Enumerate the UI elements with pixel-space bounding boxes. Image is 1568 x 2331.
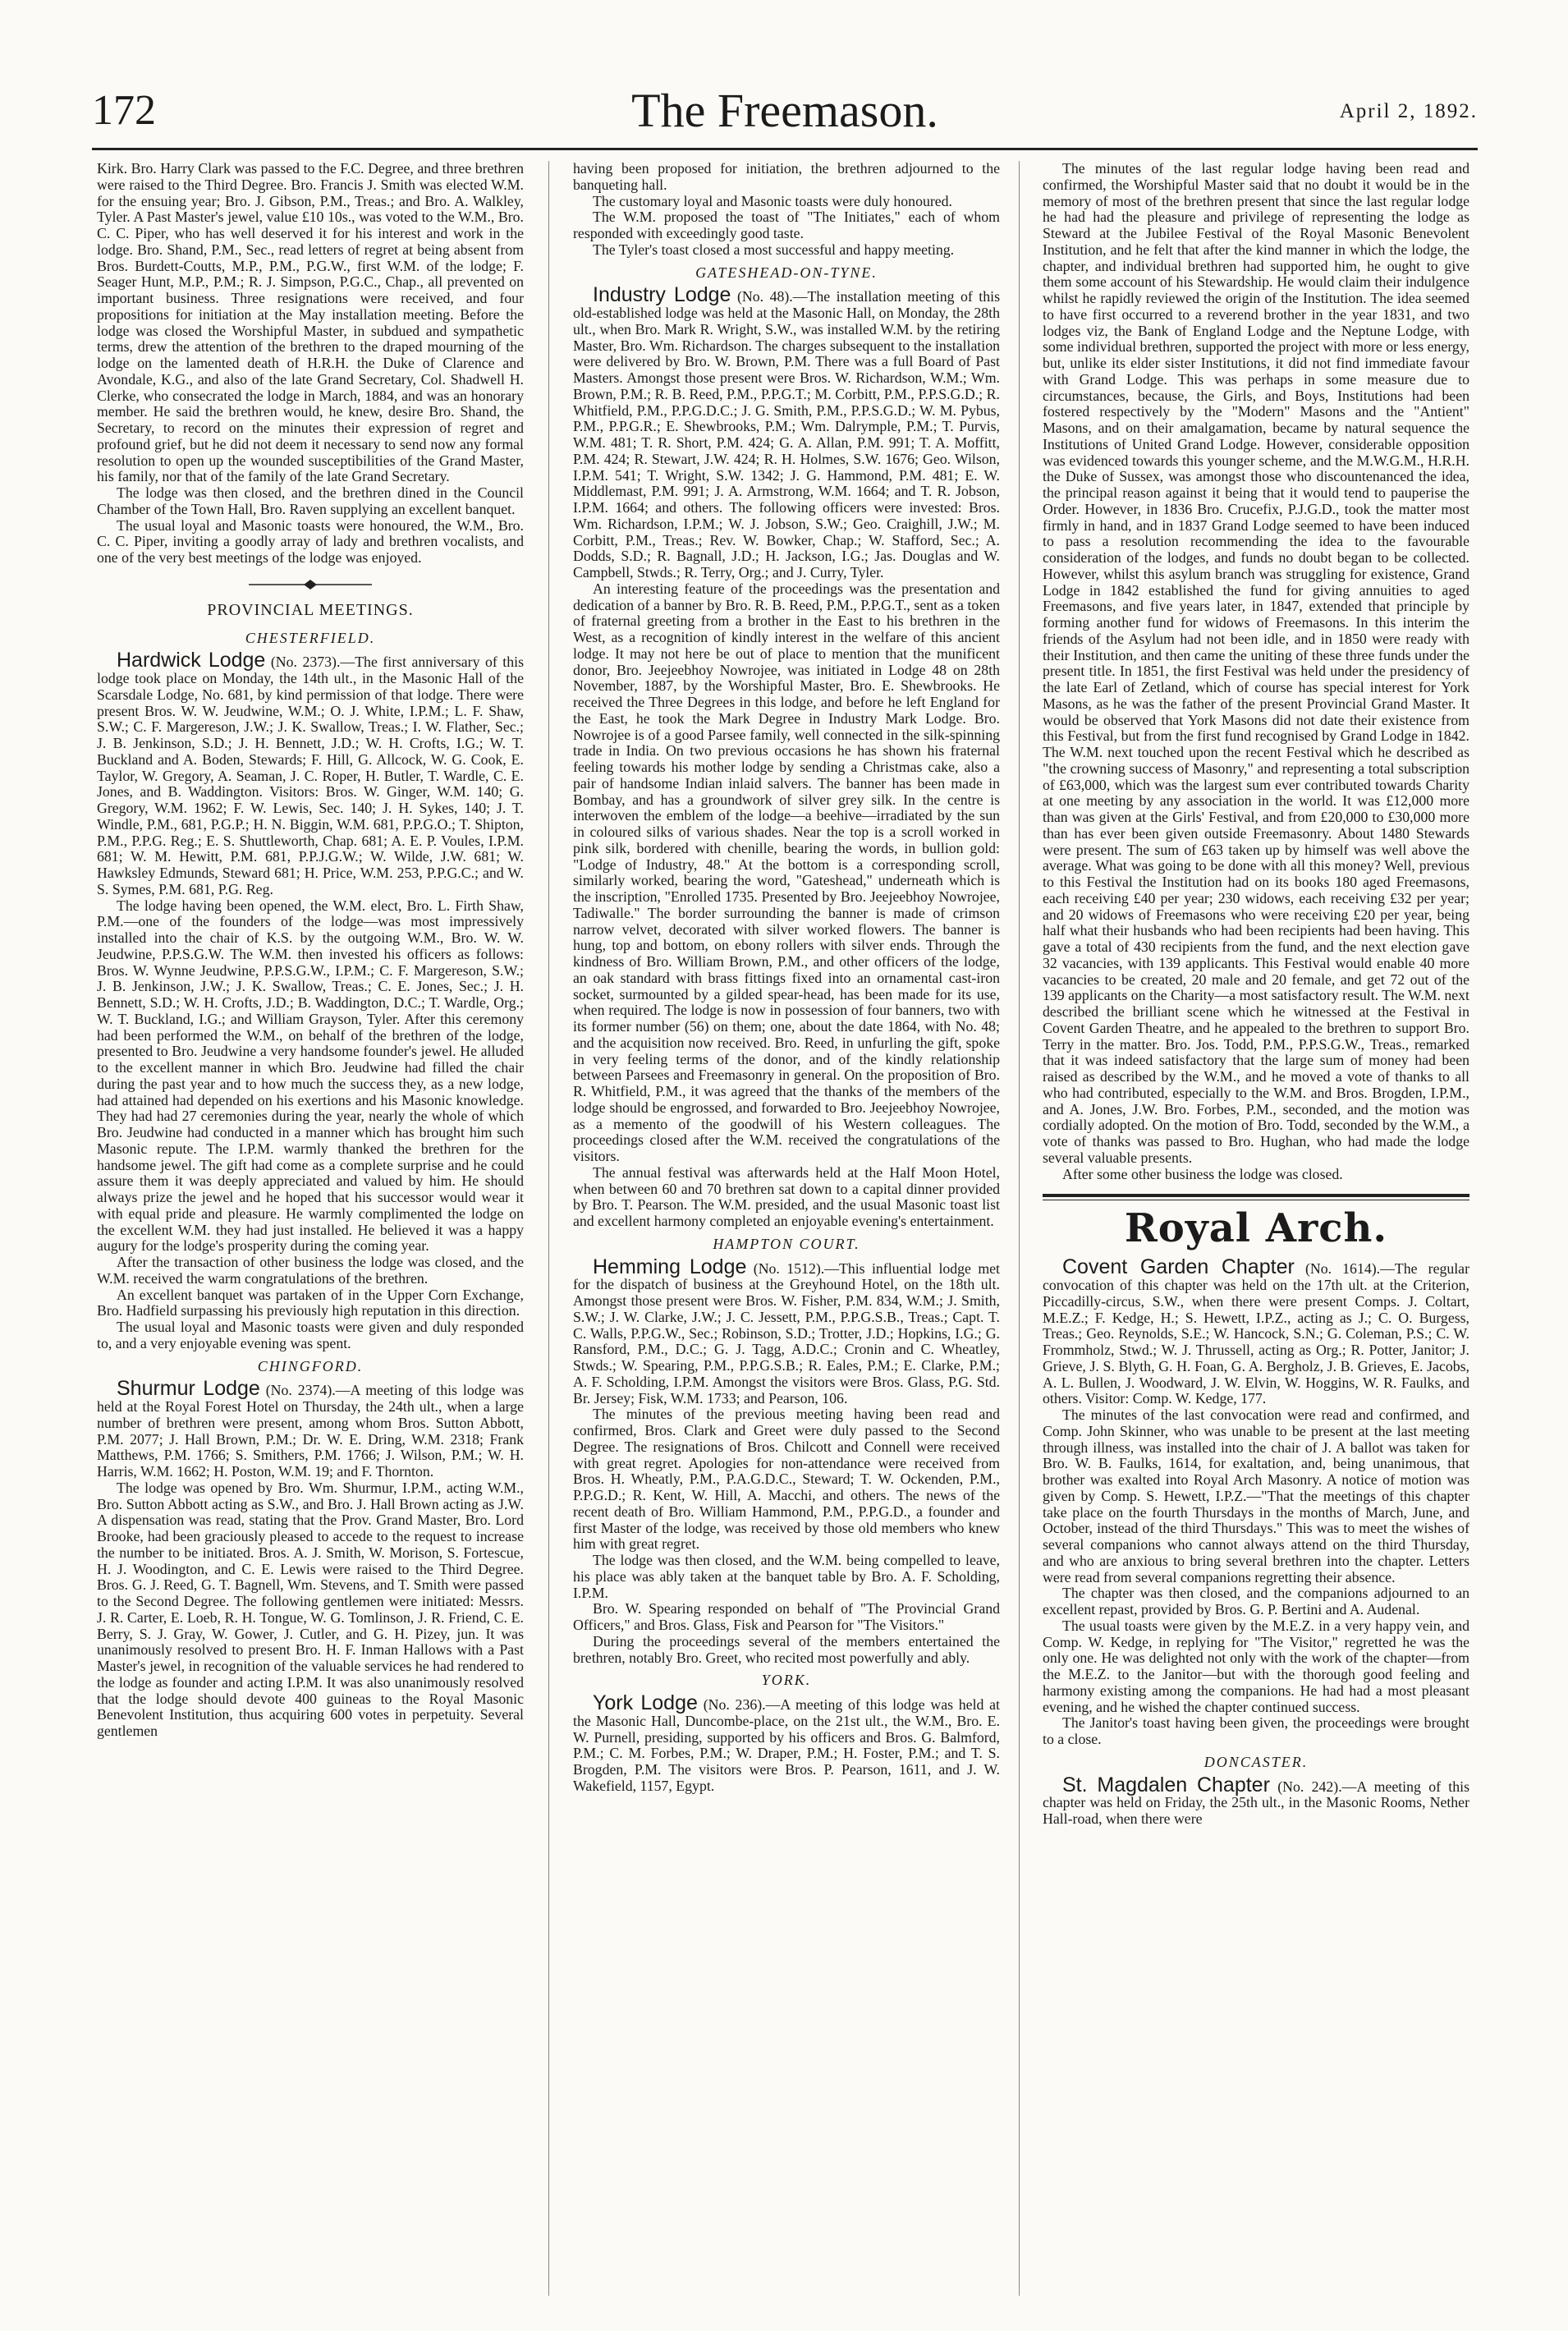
section-rule xyxy=(1043,1194,1469,1200)
paragraph: An interesting feature of the proceedings was the presentation and dedication of a banner by Bro. R. B. Reed, P.M., P.P.G.T., sent as a token of fraternal greeting from a brother in the East to his brethren in the West, as a recognition of kindly interest in the welfare of this ancient lodge. It may not here be out of place to mention that the munificent donor, Bro. Jeejeebhoy Nowrojee, was initiated in Lodge 48 on 28th November, 1887, by the Worshipful Master, Bro. E. Shewbrooks. He received the Three Degrees in this lodge, and before he left England for the East, he took the Mark Degree in Industry Mark Lodge. Bro. Nowrojee is of a good Parsee family, well connected in the silk-spinning trade in India. On two previous occasions he has shown his fraternal feeling towards his mother lodge by sending a Christmas cake, also a pair of handsome Indian inlaid salvers. The banner has been made in Bombay, and has a groundwork of silver grey silk. In the centre is interwoven the emblem of the lodge—a beehive—irradiated by the sun in coloured silks of various shades. Near the top is a scroll worked in pink silk, bordered with chenille, bearing the words, in bullion gold: "Lodge of Industry, 48." At the bottom is a corresponding scroll, similarly worked, bearing the word, "Gateshead," underneath which is the inscription, "Enrolled 1735. Presented by Bro. Jeejeebhoy Nowrojee, Tadiwalle." The border surrounding the banner is made of crimson narrow velvet, decorated with silver worked flowers. The banner is hung, top and bottom, on ebony rollers with silver ends. Through the kindness of Bro. William Brown, P.M., and other officers of the lodge, an oak standard with brass fittings fixed into an ornamental cast-iron socket, surmounted by a gilded spear-head, has been made for its use, when required. The lodge is now in possession of four banners, two with its former number (56) on them; one, about the date 1864, with No. 48; and the acquisition now received. Bro. Reed, in unfurling the gift, spoke in very feeling terms of the donor, and of the kindly relationship between Parsees and Freemasonry in general. On the proposition of Bro. R. Whitfield, P.M., it was agreed that the thanks of the members of the lodge should be engrossed, and forwarded to Bro. Jeejeebhoy Nowrojee, as a memento of the goodwill of his Western colleagues. The proceedings closed after the W.M. received the congratulations of the visitors. xyxy=(573,580,1000,1164)
column-divider xyxy=(548,161,549,2296)
paragraph: Bro. W. Spearing responded on behalf of "The Provincial Grand Officers," and Bros. Glass, Fisk and Pearson for "The Visitors." xyxy=(573,1600,1000,1633)
paragraph: (No. 2374).—A meeting of this lodge was held at the Royal Forest Hotel on Thursday, the 24th ult., when a large number of brethren were present, among whom Bros. Sutton Abbott, P.M. 2077; J. Hall Brown, P.M.; Dr. W. E. Dring, W.M. 2318; Frank Matthews, P.M. 1766; S. Smithers, P.M. 1766; J. Wilson, P.M.; W. H. Harris, W.M. 1662; H. Poston, W.M. 19; and F. Thornton. xyxy=(97,1382,524,1480)
paragraph: The chapter was then closed, and the companions adjourned to an excellent repast, provided by Bros. G. P. Bertini and A. Audenal. xyxy=(1043,1585,1469,1617)
paragraph: (No. 242).—A meeting of this chapter was held on Friday, the 25th ult., in the Masonic Rooms, Nether Hall-road, when there were xyxy=(1043,1778,1469,1827)
lodge-title: Hardwick Lodge xyxy=(117,649,266,672)
place-heading: YORK. xyxy=(761,1672,812,1689)
place-heading: DONCASTER. xyxy=(1204,1753,1309,1770)
lodge-title: York Lodge xyxy=(593,1691,698,1714)
paragraph: During the proceedings several of the members entertained the brethren, notably Bro. Greet, who recited most powerfully and ably. xyxy=(573,1632,1000,1666)
paragraph: The lodge having been opened, the W.M. elect, Bro. L. Firth Shaw, P.M.—one of the founders of the lodge—was most impressively installed into the chair of K.S. by the outgoing W.M., Bro. W. W. Jeudwine, P.P.S.G.W. The W.M. then invested his officers as follows: Bros. W. Wynne Jeudwine, P.P.S.G.W., I.P.M.; C. F. Margereson, S.W.; J. B. Jenkinson, J.W.; J. K. Swallow, Treas.; C. E. Jones, Sec.; J. H. Bennett, S.D.; W. H. Crofts, J.D.; B. Waddington, D.C.; T. Wardle, Org.; W. T. Buckland, I.G.; and William Grayson, Tyler. After this ceremony had been performed the W.M., on behalf of the brethren of the lodge, presented to Bro. Jeudwine a very handsome founder's jewel. He alluded to the excellent manner in which Bro. Jeudwine had filled the chair during the past year and to how much the success they, as a new lodge, had attained had depended on his exertions and his Masonic knowledge. They had had 27 ceremonies during the year, nearly the whole of which Bro. Jeudwine had conducted in a manner which has brought him such Masonic repute. The I.P.M. warmly thanked the brethren for the handsome jewel. The gift had come as a complete surprise and he could assure them it was deeply appreciated and valued by him. He should always prize the jewel and he hoped that his successor would wear it with equal pride and pleasure. He warmly complimented the lodge on the excellent W.M. they had just installed. He believed it was a happy augury for the lodge's prosperity during the coming year. xyxy=(97,897,524,1255)
section-heading: PROVINCIAL MEETINGS. xyxy=(207,600,414,619)
place-heading: CHESTERFIELD. xyxy=(245,629,376,646)
column-2 xyxy=(573,161,1000,2316)
paragraph: Kirk. Bro. Harry Clark was passed to the F.C. Degree, and three brethren were raised to the Third Degree. Bro. Francis J. Smith was elected W.M. for the ensuing year; Bro. J. Gibson, P.M., Treas.; and Bro. A. Walkley, Tyler. A Past Master's jewel, value £10 10s., was voted to the W.M., Bro. C. C. Piper, who has well deserved it for his interest and work in the lodge. Bro. Shand, P.M., Sec., read letters of regret at being absent from Bros. Burdett-Coutts, M.P., P.M., P.G.W., first W.M. of the lodge; F. Seager Hunt, M.P., P.M.; R. J. Simpson, P.G.C., Chap., all prevented on important business. Three resignations were received, and four propositions for initiation at the May installation meeting. Before the lodge was closed the Worshipful Master, in subdued and sympathetic terms, drew the attention of the brethren to the draped mourning of the lodge on the lamented death of H.R.H. the Duke of Clarence and Avondale, K.G., and also of the late Grand Secretary, Col. Shadwell H. Clerke, who consecrated the lodge in March, 1884, and was an honorary member. He said the brethren would, he knew, desire Bro. Shand, the Secretary, to record on the minutes their expression of regret and profound grief, but he did not deem it necessary to send now any formal resolution to open up the wounded susceptibilities of the Grand Master, his family, nor that of the family of the late Grand Secretary. xyxy=(97,161,524,485)
paragraph: The minutes of the last convocation were read and confirmed, and Comp. John Skinner, who was unable to be present at the last meeting through illness, was installed into the chair of J. A ballot was taken for Bro. W. B. Faulks, 1614, for exaltation, and, being unanimous, that brother was exalted into Royal Arch Masonry. A notice of motion was given by Comp. S. Hewett, I.P.Z.—"That the meetings of this chapter take place on the fourth Thursdays in the months of March, June, and October, instead of the third Thursdays." This was to meet the wishes of several companions who cannot always attend on the third Thursday, and who are anxious to bring several brethren into the chapter. Letters were read from several companions regretting their absence. xyxy=(1043,1406,1469,1585)
paragraph: having been proposed for initiation, the brethren adjourned to the banqueting hall. xyxy=(573,161,1000,193)
paragraph: The minutes of the last regular lodge having been read and confirmed, the Worshipful Master said that no doubt it would be in the memory of most of the brethren present that since the last regular lodge he had had the pleasure and privilege of representing the lodge as Steward at the Jubilee Festival of the Royal Masonic Benevolent Institution, and he felt that after the kind manner in which the lodge, the chapter, and individual brethren had supported him, he ought to give them some account of his Stewardship. He would claim their indulgence whilst he rapidly reviewed the origin of the Institution. The idea seemed to have first occurred to a reverend brother in the year 1831, and two lodges viz, the Bank of England Lodge and the Neptune Lodge, with some individual brethren, supported the project with more or less energy, but, unlike its elder sister Institutions, it did not find immediate favour with Grand Lodge. This was perhaps in some measure due to circumstances, because, the Girls, and Boys, Institutions had been fostered respectively by the "Modern" Masons and the "Antient" Masons, and on their amalgamation, became by natural sequence the Institutions of United Grand Lodge. However, considerable opposition was evidenced towards this younger scheme, and the M.W.G.M., H.R.H. the Duke of Sussex, was amongst those who discountenanced the idea, the principal reason against it being that it would tend to pauperise the Order. However, in 1836 Bro. Crucefix, P.J.G.D., took the matter most firmly in hand, and in 1837 Grand Lodge seemed to have been induced to pass a resolution recommending the idea to the favourable consideration of the lodges, and funds no doubt began to be collected. However, whilst this asylum branch was struggling for existence, Grand Lodge in 1842 established the fund for giving annuities to aged Freemasons, and five years later, in 1847, extended that principle by forming another fund for widows of Freemasons. In this interim the friends of the Asylum had not been idle, and in 1850 were ready with their Institution, and then came the uniting of these three funds under the present title. In 1851, the first Festival was held under the presidency of the late Earl of Zetland, which of course has special interest for York Masons, as he was the father of the present Provincial Grand Master. It would be observed that York Masons did not date their existence from this Festival, but from the first fund recognised by Grand Lodge in 1842. The W.M. next touched upon the recent Festival which he described as "the crowning success of Masonry," and representing a total subscription of £63,000, which was the largest sum ever contributed towards Charity at one meeting by any association in the world. It was £12,000 more than was given at the Girls' Festival, and from £20,000 to £30,000 more than has ever been given outside Freemasonry. About 1480 Stewards were present. The sum of £63 taken up by himself was well above the average. What was going to be done with all this money? Well, previous to this Festival the Institution had on its books 180 aged Freemasons, each receiving £40 per year; 230 widows, each receiving £32 per year; and 20 widows of Freemasons who were receiving £20 per year, being half what their husbands who had been recipients had been having. This gave a total of 430 recipients from the fund, and the next election gave 32 vacancies, with 139 applicants. This Festival would enable 40 more vacancies to be created, 20 male and 20 female, and get 72 out of the 139 applicants on the Charity—a most satisfactory result. The W.M. next described the brilliant scene which he witnessed at the Festival in Covent Garden Theatre, and he appealed to the brethren to support Bro. Terry in the matter. Bro. Jos. Todd, P.M., P.P.S.G.W., Treas., remarked that it was indeed satisfactory that the large sum of money had been raised as described by the W.M., and he moved a vote of thanks to all who had contributed, especially to the W.M. and Bros. Brogden, I.P.M., and A. Jones, J.W. Bro. Forbes, P.M., seconded, and the motion was cordially adopted. On the motion of Bro. Todd, seconded by the W.M., a vote of thanks was passed to Bro. Hughan, who had made the lodge several valuable presents. xyxy=(1043,161,1469,1166)
lodge-title: Shurmur Lodge xyxy=(117,1377,260,1401)
ornament-divider xyxy=(249,580,372,590)
page-number: 172 xyxy=(92,87,156,134)
paragraph: The Janitor's toast having been given, the proceedings were brought to a close. xyxy=(1043,1714,1469,1747)
paragraph: The minutes of the previous meeting having been read and confirmed, Bros. Clark and Greet were duly passed to the Second Degree. The resignations of Bros. Chilcott and Connell were received with great regret. Apologies for non-attendance were received from Bros. H. Wheatly, P.M., P.A.G.D.C., Steward; T. W. Ockenden, P.M., P.P.G.D.; R. Kent, W. Hill, A. Macchi, and others. The news of the recent death of Bro. William Hammond, P.M., P.P.G.D., a founder and first Master of the lodge, was received by those old members who knew him with great regret. xyxy=(573,1406,1000,1553)
paragraph: The annual festival was afterwards held at the Half Moon Hotel, when between 60 and 70 brethren sat down to a capital dinner provided by Bro. T. Pearson. The W.M. presided, and the usual Masonic toast list and excellent harmony completed an enjoyable evening's entertainment. xyxy=(573,1163,1000,1229)
paragraph: The customary loyal and Masonic toasts were duly honoured. xyxy=(593,192,953,209)
lodge-title: Covent Garden Chapter xyxy=(1062,1255,1295,1279)
paragraph: The lodge was then closed, and the W.M. being compelled to leave, his place was ably taken at the banquet table by Bro. A. F. Scholding, I.P.M. xyxy=(573,1552,1000,1601)
column-1 xyxy=(97,161,524,2316)
paragraph: After some other business the lodge was closed. xyxy=(1062,1165,1343,1182)
place-heading: GATESHEAD-ON-TYNE. xyxy=(695,264,878,281)
paragraph: (No. 1614).—The regular convocation of this chapter was held on the 17th ult. at the Criterion, Piccadilly-circus, S.W., when there were present Comps. J. Coltart, M.E.Z.; F. Kedge, H.; S. Hewett, I.P.Z., acting as J.; C. O. Burgess, Treas.; Geo. Reynolds, S.E.; W. Hancock, S.N.; G. Coleman, P.S.; C. W. Frommholz, Stwd.; W. J. Thrussell, acting as Org.; R. Potter, Janitor; J. Grieve, J. S. Blyth, G. H. Foan, G. A. Bergholz, J. B. Grieves, E. Jacobs, A. L. Bullen, J. Woodward, J. W. Elvin, W. Hoggins, W. R. Faulks, and others. Visitor: Comp. W. Kedge, 177. xyxy=(1043,1260,1469,1407)
paragraph: (No. 2373).—The first anniversary of this lodge took place on Monday, the 14th ult., in the Masonic Hall of the Scarsdale Lodge, No. 681, by kind permission of that lodge. There were present Bros. W. W. Jeudwine, W.M.; O. J. White, I.P.M.; L. F. Shaw, S.W.; C. F. Margereson, J.W.; J. K. Swallow, Treas.; I. W. Flather, Sec.; J. B. Jenkinson, S.D.; J. H. Bennett, J.D.; W. H. Crofts, I.G.; W. T. Buckland and A. Boden, Stewards; F. Hill, G. Allcock, W. G. Cook, E. Taylor, W. Gregory, A. Seaman, J. C. Roper, H. Butler, T. Wardle, C. E. Jones, and B. Waddington. Visitors: Bros. W. Ginger, W.M. 140; G. Gregory, W.M. 1962; F. W. Lewis, Sec. 140; J. H. Sykes, 140; J. T. Windle, P.M., 681, P.G.P.; H. N. Biggin, W.M. 681, P.P.G.O.; T. Shipton, P.M., P.P.G. Reg.; E. S. Shuttleworth, Chap. 681; A. E. P. Voules, I.P.M. 681; W. M. Hewitt, P.M. 681, P.P.J.G.W.; W. Wilde, J.W. 681; W. Hawksley Edmunds, Steward 681; H. Price, W.M. 253, P.P.G.C.; and W. S. Symes, P.M. 681, P.G. Reg. xyxy=(97,654,524,897)
column-divider xyxy=(1019,161,1020,2296)
section-heading: Royal Arch. xyxy=(1124,1205,1388,1252)
paragraph: (No. 236).—A meeting of this lodge was held at the Masonic Hall, Duncombe-place, on the 21st ult., the W.M., Bro. E. W. Purnell, presiding, supported by his officers and Bros. G. Balmford, P.M.; C. M. Forbes, P.M.; W. Draper, P.M.; H. Foster, P.M.; and T. S. Brogden, P.M. The visitors were Bros. P. Pearson, 1611, and J. W. Wakefield, 1157, Egypt. xyxy=(573,1696,1000,1794)
masthead-title: The Freemason. xyxy=(631,84,938,137)
issue-date: April 2, 1892. xyxy=(1339,100,1478,122)
paragraph: An excellent banquet was partaken of in the Upper Corn Exchange, Bro. Hadfield surpassing his previously high reputation in this direction. xyxy=(97,1286,524,1319)
paragraph: The usual loyal and Masonic toasts were honoured, the W.M., Bro. C. C. Piper, inviting a goodly array of lady and brethren vocalists, and one of the very best meetings of the lodge was enjoyed. xyxy=(97,516,524,566)
place-heading: HAMPTON COURT. xyxy=(713,1235,860,1252)
paragraph: (No. 48).—The installation meeting of this old-established lodge was held at the Masonic Hall, on Monday, the 28th ult., when Bro. Mark R. Wright, S.W., was installed W.M. by the retiring Master, Bro. Wm. Richardson. The charges subsequent to the installation were delivered by Bro. W. Brown, P.M. There was a full Board of Past Masters. Amongst those present were Bros. W. Richardson, W.M.; Wm. Brown, P.M.; R. B. Reed, P.M., P.P.G.T.; M. Corbitt, P.M., P.P.S.G.D.; R. Whitfield, P.M., P.P.G.D.C.; J. G. Smith, P.M., P.P.S.G.D.; W. M. Pybus, P.M., P.P.G.R.; E. Shewbrooks, P.M.; Wm. Dalrymple, P.M.; T. Purvis, W.M. 481; T. R. Short, P.M. 424; G. A. Allan, P.M. 991; T. A. Moffitt, P.M. 424; R. Stewart, J.W. 424; R. H. Holmes, S.W. 1676; Geo. Wilson, I.P.M. 541; T. Wright, S.W. 1342; J. G. Hammond, P.M. 481; E. W. Middlemast, P.M. 991; J. A. Armstrong, W.M. 1664; and T. R. Jobson, I.P.M. 1664; and others. The following officers were invested: Bros. Wm. Richardson, I.P.M.; W. J. Jobson, S.W.; Geo. Craighill, J.W.; M. Corbitt, P.M., Treas.; Rev. W. Bowker, Chap.; W. Stafford, Sec.; A. Dodds, S.D.; R. Bagnall, J.D.; H. Jackson, I.G.; Jas. Douglas and W. Campbell, Stwds.; R. Terry, Org.; and J. Curry, Tyler. xyxy=(573,288,1000,580)
lodge-title: Industry Lodge xyxy=(593,283,731,307)
paragraph: (No. 1512).—This influential lodge met for the dispatch of business at the Greyhound Hotel, on the 18th ult. Amongst those present were Bros. W. Fisher, P.M. 834, W.M.; J. Smith, S.W.; J. W. Clarke, J.W.; J. C. Jessett, P.M., P.P.G.S.B., Treas.; Capt. T. C. Walls, P.P.G.W., Sec.; Robinson, S.D.; Trotter, J.D.; Hopkins, I.G.; G. Ransford, P.M., D.C.; G. J. Tagg, A.D.C.; Cronin and C. Wheatley, Stwds.; W. Spearing, P.M., P.P.G.S.B.; R. Eales, P.M.; E. Clarke, P.M.; A. F. Scholding, I.P.M. Amongst the visitors were Bros. Glass, P.G. Std. Br. Jersey; Fisk, W.M. 1733; and Pearson, 106. xyxy=(573,1260,1000,1406)
header-rule xyxy=(92,148,1478,150)
paragraph: The lodge was then closed, and the brethren dined in the Council Chamber of the Town Hall, Bro. Raven supplying an excellent banquet. xyxy=(97,484,524,517)
page-header xyxy=(92,82,1478,144)
paragraph: The lodge was opened by Bro. Wm. Shurmur, I.P.M., acting W.M., Bro. Sutton Abbott acting as S.W., and Bro. J. Hall Brown acting as J.W. A dispensation was read, stating that the Prov. Grand Master, Bro. Lord Brooke, had been graciously pleased to accede to the request to increase the number to be initiated. Bros. A. J. Smith, W. Morison, S. Fortescue, H. J. Woodington, and C. E. Lewis were raised to the Third Degree. Bros. G. J. Reed, G. T. Bagnell, Wm. Stevens, and T. Smith were passed to the Second Degree. The following gentlemen were initiated: Messrs. J. R. Carter, E. Loeb, R. H. Tongue, W. G. Tomlinson, J. R. Friend, C. E. Berry, S. J. Gray, W. Gower, J. Cutler, and G. H. Pizey, jun. It was unanimously resolved to present Bro. H. F. Inman Hallows with a Past Master's jewel, in recognition of the valuable services he had rendered to the lodge as founder and acting I.P.M. It was also unanimously resolved that the lodge should devote 400 guineas to the Royal Masonic Benevolent Institution, thus acquiring 600 votes in perpetuity. Several gentlemen xyxy=(97,1479,524,1739)
paragraph: The W.M. proposed the toast of "The Initiates," each of whom responded with exceedingly good taste. xyxy=(573,209,1000,241)
lodge-title: St. Magdalen Chapter xyxy=(1062,1773,1270,1796)
lodge-title: Hemming Lodge xyxy=(593,1255,747,1278)
paragraph: The usual loyal and Masonic toasts were given and duly responded to, and a very enjoyable evening was spent. xyxy=(97,1319,524,1351)
column-3 xyxy=(1043,161,1469,2316)
paragraph: The usual toasts were given by the M.E.Z. in a very happy vein, and Comp. W. Kedge, in replying for "The Visitor," regretted he was the only one. He was delighted not only with the work of the chapter—from the M.E.Z. to the Janitor—but with the thorough good feeling and harmony existing among the companions. He had had a most pleasant evening, and he wished the chapter continued success. xyxy=(1043,1617,1469,1715)
paragraph: After the transaction of other business the lodge was closed, and the W.M. received the warm congratulations of the brethren. xyxy=(97,1254,524,1287)
paragraph: The Tyler's toast closed a most successful and happy meeting. xyxy=(593,241,955,258)
place-heading: CHINGFORD. xyxy=(257,1357,364,1374)
